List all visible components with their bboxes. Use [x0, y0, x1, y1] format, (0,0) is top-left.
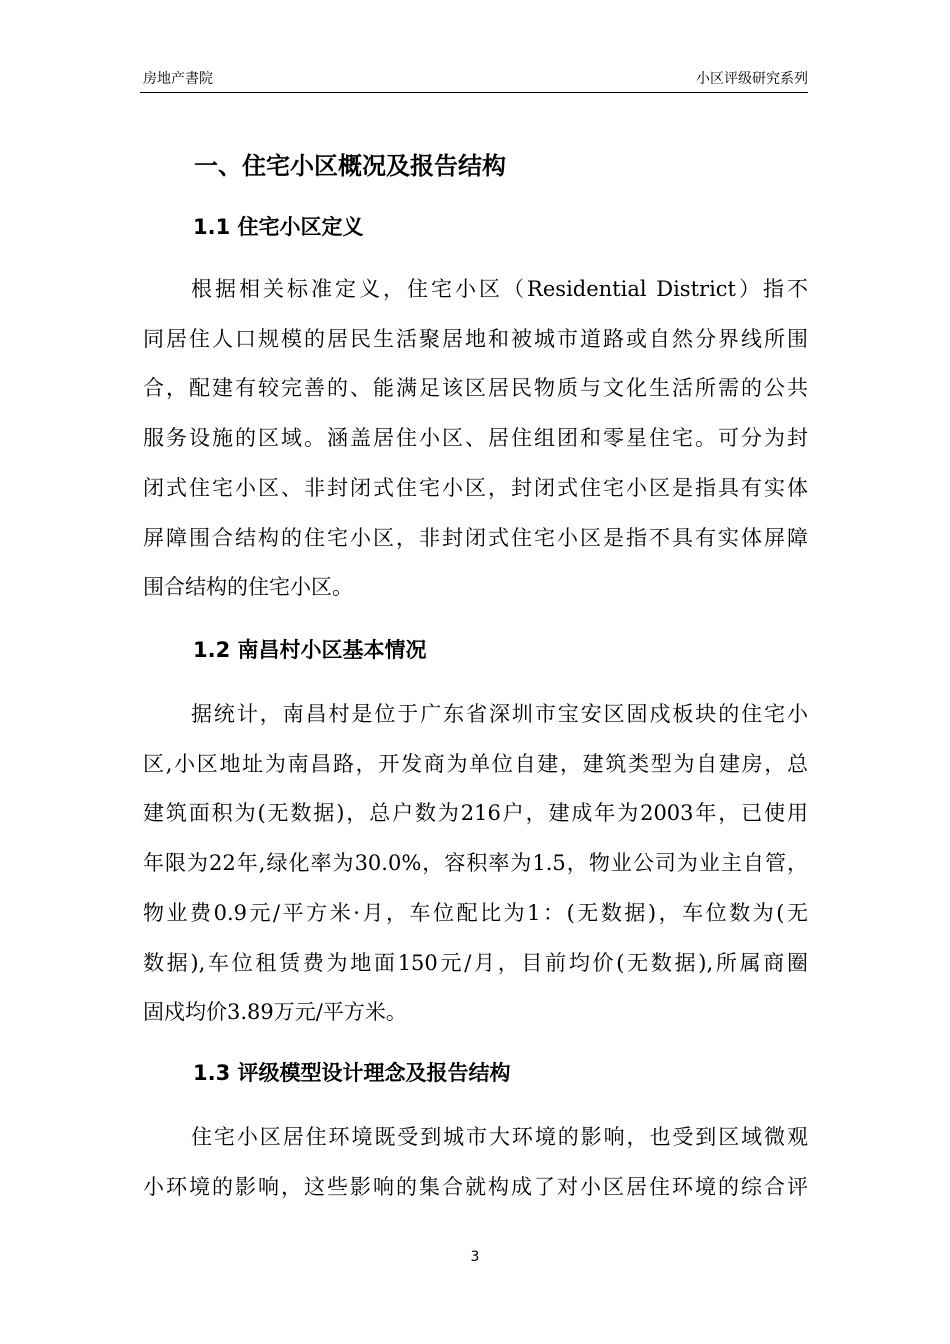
- page-number: 3: [470, 1249, 480, 1265]
- paragraph-line: 合，配建有较完善的、能满足该区居民物质与文化生活所需的公共: [143, 376, 808, 401]
- paragraph-line: 据统计，南昌村是位于广东省深圳市宝安区固戍板块的住宅小: [191, 702, 808, 726]
- section-heading: 1.1 住宅小区定义: [193, 215, 364, 239]
- paragraph-line: 同居住人口规模的居民生活聚居地和被城市道路或自然分界线所围: [143, 326, 808, 351]
- paragraph-line: 固戍均价3.89万元/平方米。: [143, 1000, 407, 1025]
- paragraph-line: 服务设施的区域。涵盖居住小区、居住组团和零星住宅。可分为封: [143, 426, 808, 451]
- paragraph-line: 屏障围合结构的住宅小区，非封闭式住宅小区是指不具有实体屏障: [143, 525, 808, 550]
- header-right: 小区评级研究系列: [696, 71, 808, 87]
- paragraph-line: 建筑面积为(无数据)，总户数为216户，建成年为2003年，已使用: [143, 801, 808, 826]
- paragraph-line: 年限为22年,绿化率为30.0%，容积率为1.5，物业公司为业主自管，: [143, 851, 808, 876]
- paragraph-line: 闭式住宅小区、非封闭式住宅小区，封闭式住宅小区是指具有实体: [143, 475, 808, 500]
- paragraph-line: 区,小区地址为南昌路，开发商为单位自建，建筑类型为自建房，总: [143, 751, 808, 776]
- paragraph-line: 住宅小区居住环境既受到城市大环境的影响，也受到区域微观: [191, 1125, 808, 1149]
- paragraph-line: 围合结构的住宅小区。: [143, 575, 353, 600]
- section-heading: 1.3 评级模型设计理念及报告结构: [193, 1061, 511, 1085]
- paragraph-line: 小环境的影响，这些影响的集合就构成了对小区居住环境的综合评: [143, 1174, 808, 1199]
- chapter-title: 一、住宅小区概况及报告结构: [194, 152, 506, 180]
- header-left: 房地产書院: [143, 71, 213, 87]
- paragraph-line: 数据),车位租赁费为地面150元/月，目前均价(无数据),所属商圈: [143, 950, 808, 975]
- paragraph-line: 根据相关标准定义，住宅小区（Residential District）指不: [191, 277, 808, 301]
- paragraph-line: 物业费0.9元/平方米·月，车位配比为1：(无数据)，车位数为(无: [143, 900, 808, 925]
- header-divider: [140, 92, 808, 93]
- section-heading: 1.2 南昌村小区基本情况: [193, 638, 427, 662]
